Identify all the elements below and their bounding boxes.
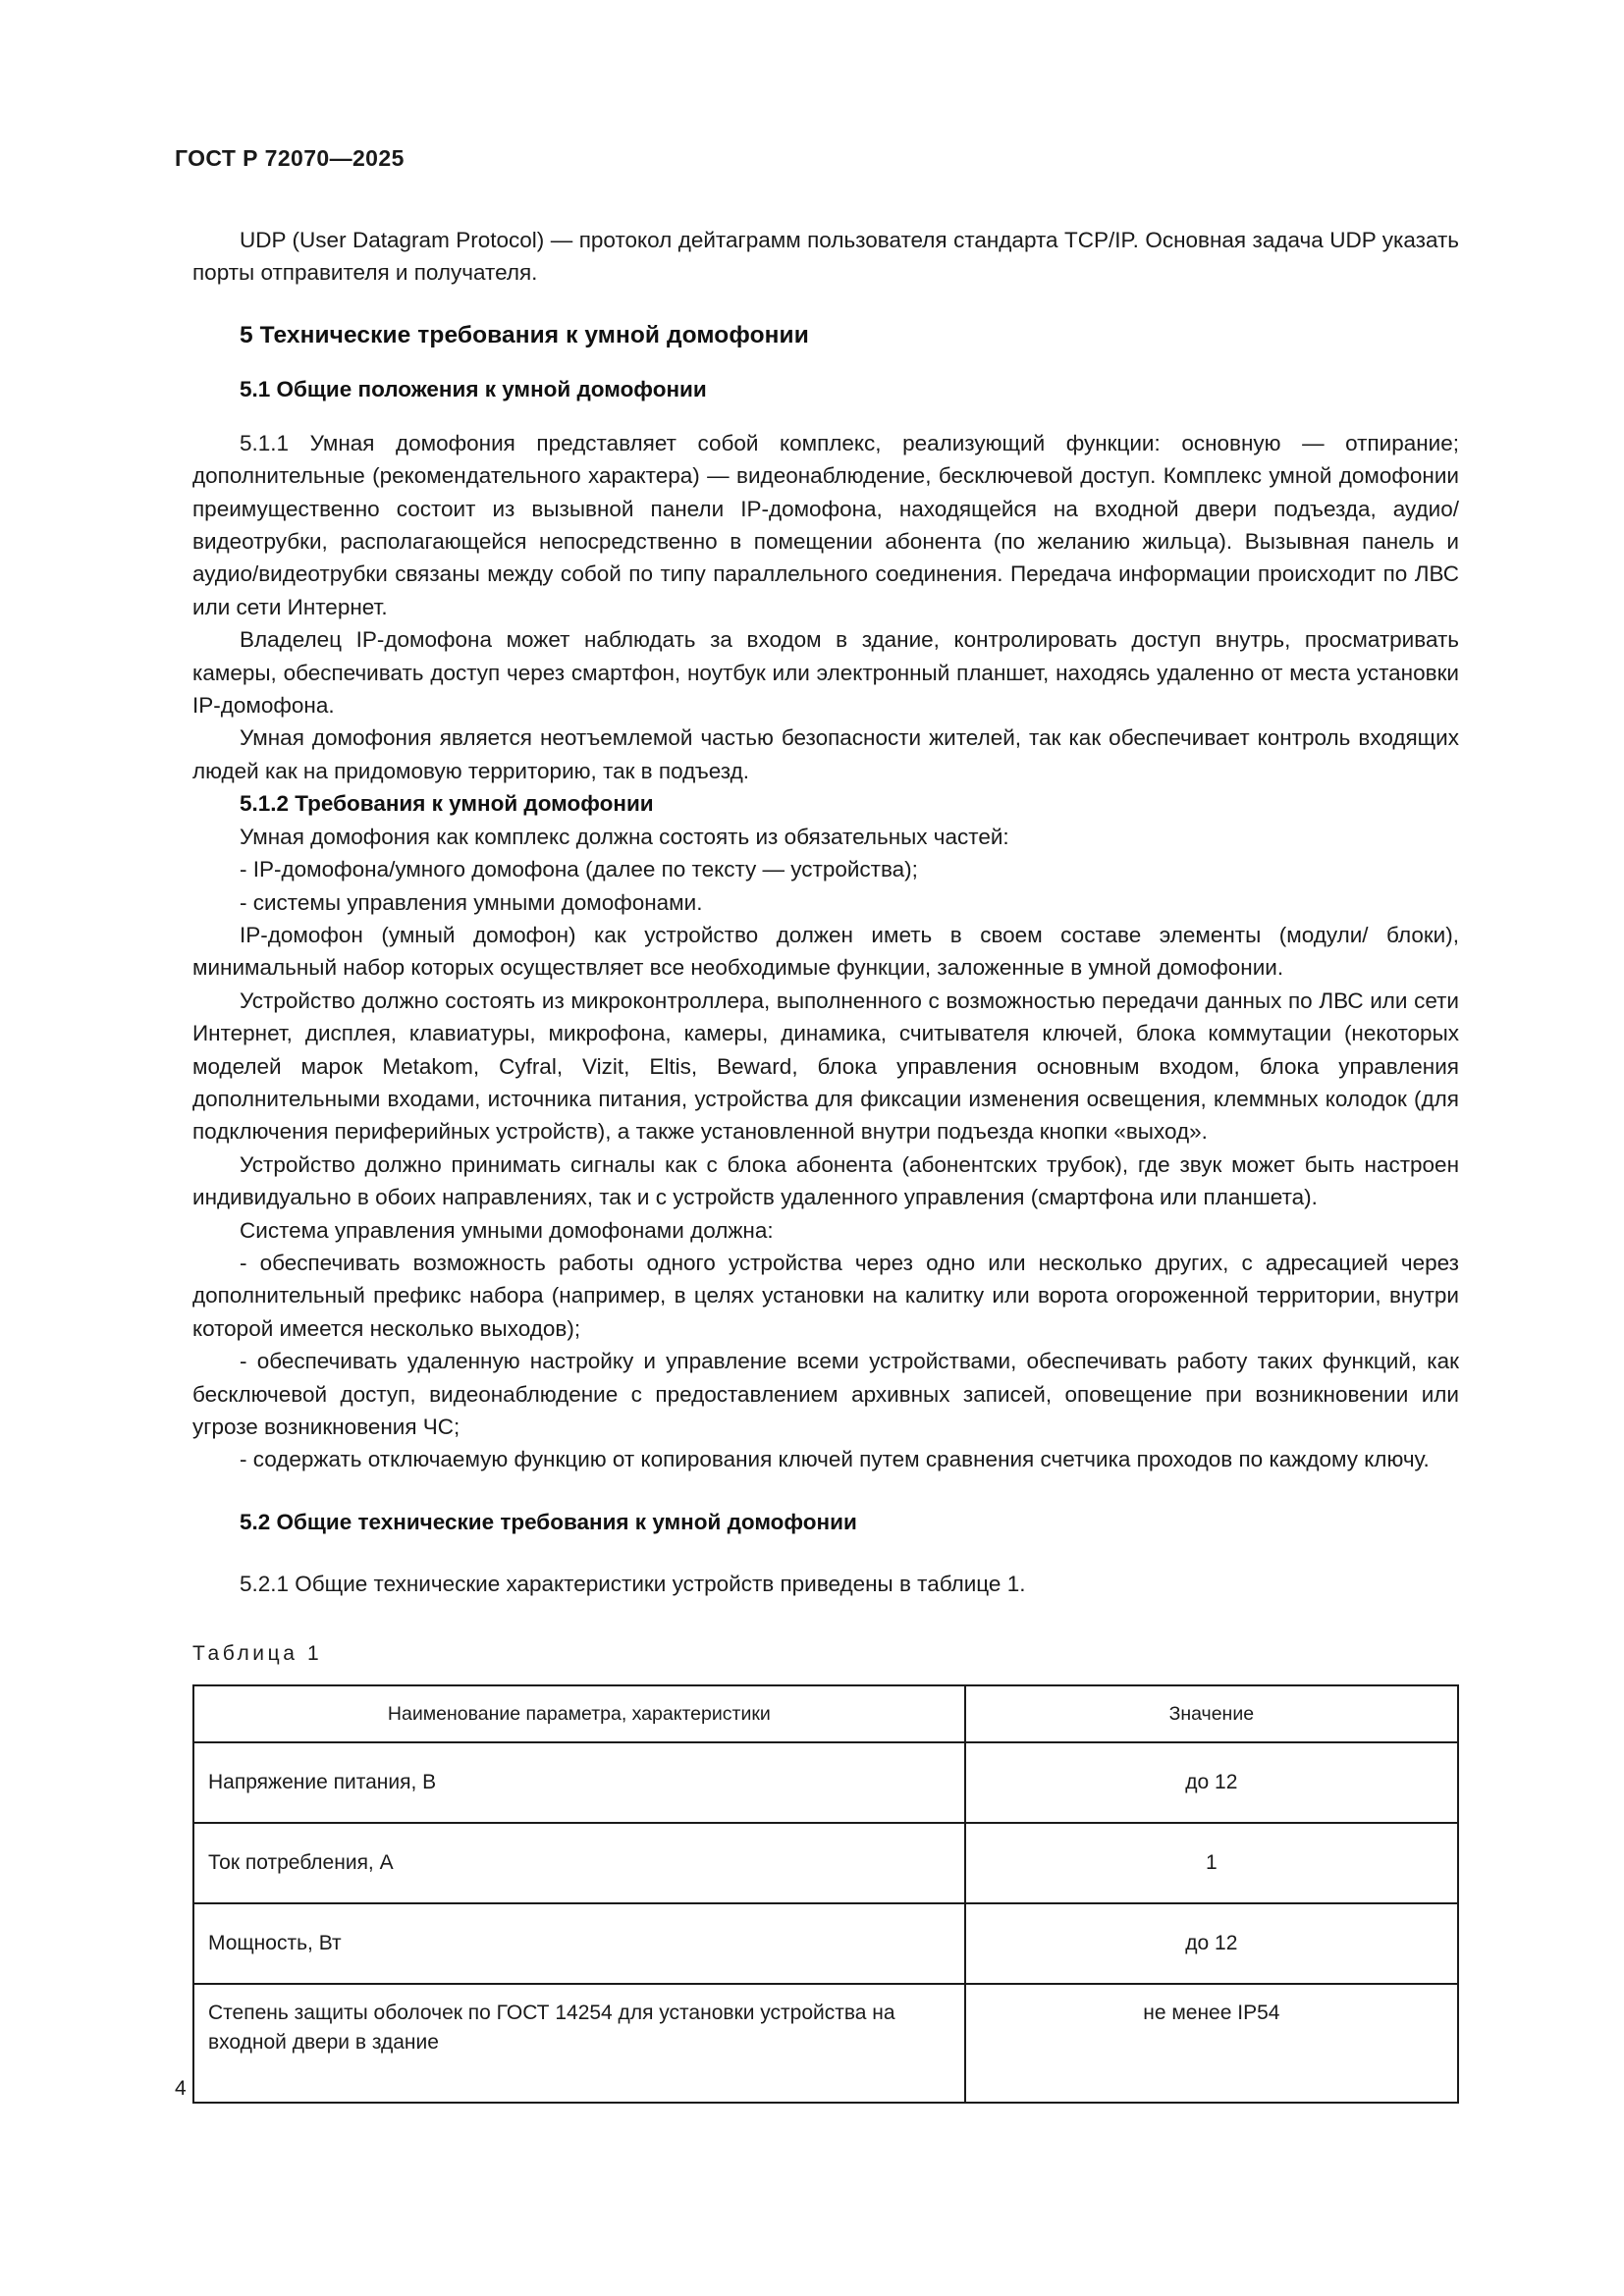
spacer bbox=[192, 290, 1459, 319]
table-header-row bbox=[193, 1685, 1458, 1742]
paragraph-owner: Владелец IP-домофона может наблюдать за входом в здание, контролировать доступ внутрь, просматривать камеры, обеспечивать доступ через смартфон, ноутбук или электронный планшет, находясь удаленно от места установки IP-домофона. bbox=[192, 627, 1459, 719]
table-cell-parameter: Ток потребления, А bbox=[193, 1823, 965, 1903]
paragraph-signals: Устройство должно принимать сигналы как с блока абонента (абонентских трубок), где звук может быть настроен индивидуально в обоих направлениях, так и с устройств удаленного управления (смартфона или планшета). bbox=[192, 1151, 1459, 1210]
table-cell-parameter: Напряжение питания, В bbox=[193, 1742, 965, 1823]
page-content bbox=[192, 224, 1459, 2104]
table-cell-value: 1 bbox=[965, 1823, 1458, 1903]
paragraph-modules: IP-домофон (умный домофон) как устройство должен иметь в своем составе элементы (модули/ блоки), минимальный набор которых осуществляет все необходимые функции, заложенные в умной домофонии. bbox=[192, 922, 1459, 981]
table-row bbox=[193, 1984, 1458, 2103]
specifications-table bbox=[192, 1684, 1459, 2104]
paragraph-device-composition: Устройство должно состоять из микроконтроллера, выполненного с возможностью передачи данных по ЛВС или сети Интернет, дисплея, клавиатуры, микрофона, камеры, динамика, считывателя ключей, блока коммутации (некоторых моделей марок Metakom, Cyfral, Vizit, Eltis, Beward, блока управления основным входом, блока управления дополнительными входами, источника питания, устройства для фиксации изменения освещения, клеммных колодок (для подключения периферийных устройств), а также установленной внутри подъезда кнопки «выход». bbox=[192, 988, 1459, 1145]
paragraph-5-1-1: 5.1.1 Умная домофония представляет собой комплекс, реализующий функции: основную — отпирание; дополнительные (рекомендательного характера) — видеонаблюдение, бесключевой доступ. Комплекс умной домофонии преимущественно состоит из вызывной панели IP-домофона, находящейся на входной двери подъезда, аудио/видеотрубки, располагающейся непосредственно в помещении абонента (по желанию жильца). Вызывная панель и аудио/видеотрубки связаны между собой по типу параллельного соединения. Передача информации происходит по ЛВС или сети Интернет. bbox=[192, 430, 1459, 619]
table-row bbox=[193, 1742, 1458, 1823]
paragraph-control-system-intro: Система управления умными домофонами должна: bbox=[240, 1217, 774, 1243]
table-column-header-value: Значение bbox=[965, 1685, 1458, 1742]
spacer bbox=[192, 351, 1459, 373]
list-item-ip-domofon: - IP-домофона/умного домофона (далее по тексту — устройства); bbox=[240, 857, 918, 882]
table-row bbox=[193, 1903, 1458, 1984]
spacer bbox=[192, 1538, 1459, 1568]
table-row bbox=[193, 1823, 1458, 1903]
list-item-control-system: - системы управления умными домофонами. bbox=[240, 889, 703, 915]
table-cell-parameter: Мощность, Вт bbox=[193, 1903, 965, 1984]
heading-section-5-1-2: 5.1.2 Требования к умной домофонии bbox=[240, 791, 654, 817]
list-item-key-copy-protection: - содержать отключаемую функцию от копирования ключей путем сравнения счетчика проходов по каждому ключу. bbox=[240, 1447, 1430, 1472]
list-item-addressing: - обеспечивать возможность работы одного устройства через одно или несколько других, с адресацией через дополнительный префикс набора (например, в целях установки на калитку или ворота огороженной территории, внутри которой имеется несколько выходов); bbox=[192, 1250, 1459, 1341]
running-header: ГОСТ Р 72070—2025 bbox=[175, 145, 405, 171]
spacer bbox=[192, 1671, 1459, 1684]
spacer bbox=[192, 1600, 1459, 1637]
paragraph-complex-parts: Умная домофония как комплекс должна состоять из обязательных частей: bbox=[240, 824, 1009, 849]
table-header bbox=[193, 1685, 1458, 1742]
paragraph-udp-definition: UDP (User Datagram Protocol) — протокол дейтаграмм пользователя стандарта TCP/IP. Основная задача UDP указать порты отправителя и получателя. bbox=[192, 228, 1459, 286]
spacer bbox=[192, 1476, 1459, 1506]
paragraph-5-2-1: 5.2.1 Общие технические характеристики устройств приведены в таблице 1. bbox=[240, 1571, 1026, 1596]
page-number: 4 bbox=[175, 2077, 187, 2100]
spacer bbox=[192, 405, 1459, 427]
table-body bbox=[193, 1742, 1458, 2103]
heading-section-5-2: 5.2 Общие технические требования к умной домофонии bbox=[240, 1509, 857, 1534]
paragraph-safety: Умная домофония является неотъемлемой частью безопасности жителей, так как обеспечивает контроль входящих людей как на придомовую территорию, так в подъезд. bbox=[192, 725, 1459, 783]
heading-section-5-1: 5.1 Общие положения к умной домофонии bbox=[240, 376, 707, 401]
table-cell-value: не менее IP54 bbox=[965, 1984, 1458, 2103]
table-cell-parameter: Степень защиты оболочек по ГОСТ 14254 для установки устройства на входной двери в здание bbox=[193, 1984, 965, 2103]
table-column-header-parameter: Наименование параметра, характеристики bbox=[193, 1685, 965, 1742]
heading-section-5: 5 Технические требования к умной домофонии bbox=[240, 321, 809, 348]
table-cell-value: до 12 bbox=[965, 1742, 1458, 1823]
list-item-remote-config: - обеспечивать удаленную настройку и управление всеми устройствами, обеспечивать работу таких функций, как бесключевой доступ, видеонаблюдение с предоставлением архивных записей, оповещение при возникновении или угрозе возникновения ЧС; bbox=[192, 1349, 1459, 1439]
table-cell-value: до 12 bbox=[965, 1903, 1458, 1984]
table-caption: Таблица 1 bbox=[192, 1642, 323, 1666]
